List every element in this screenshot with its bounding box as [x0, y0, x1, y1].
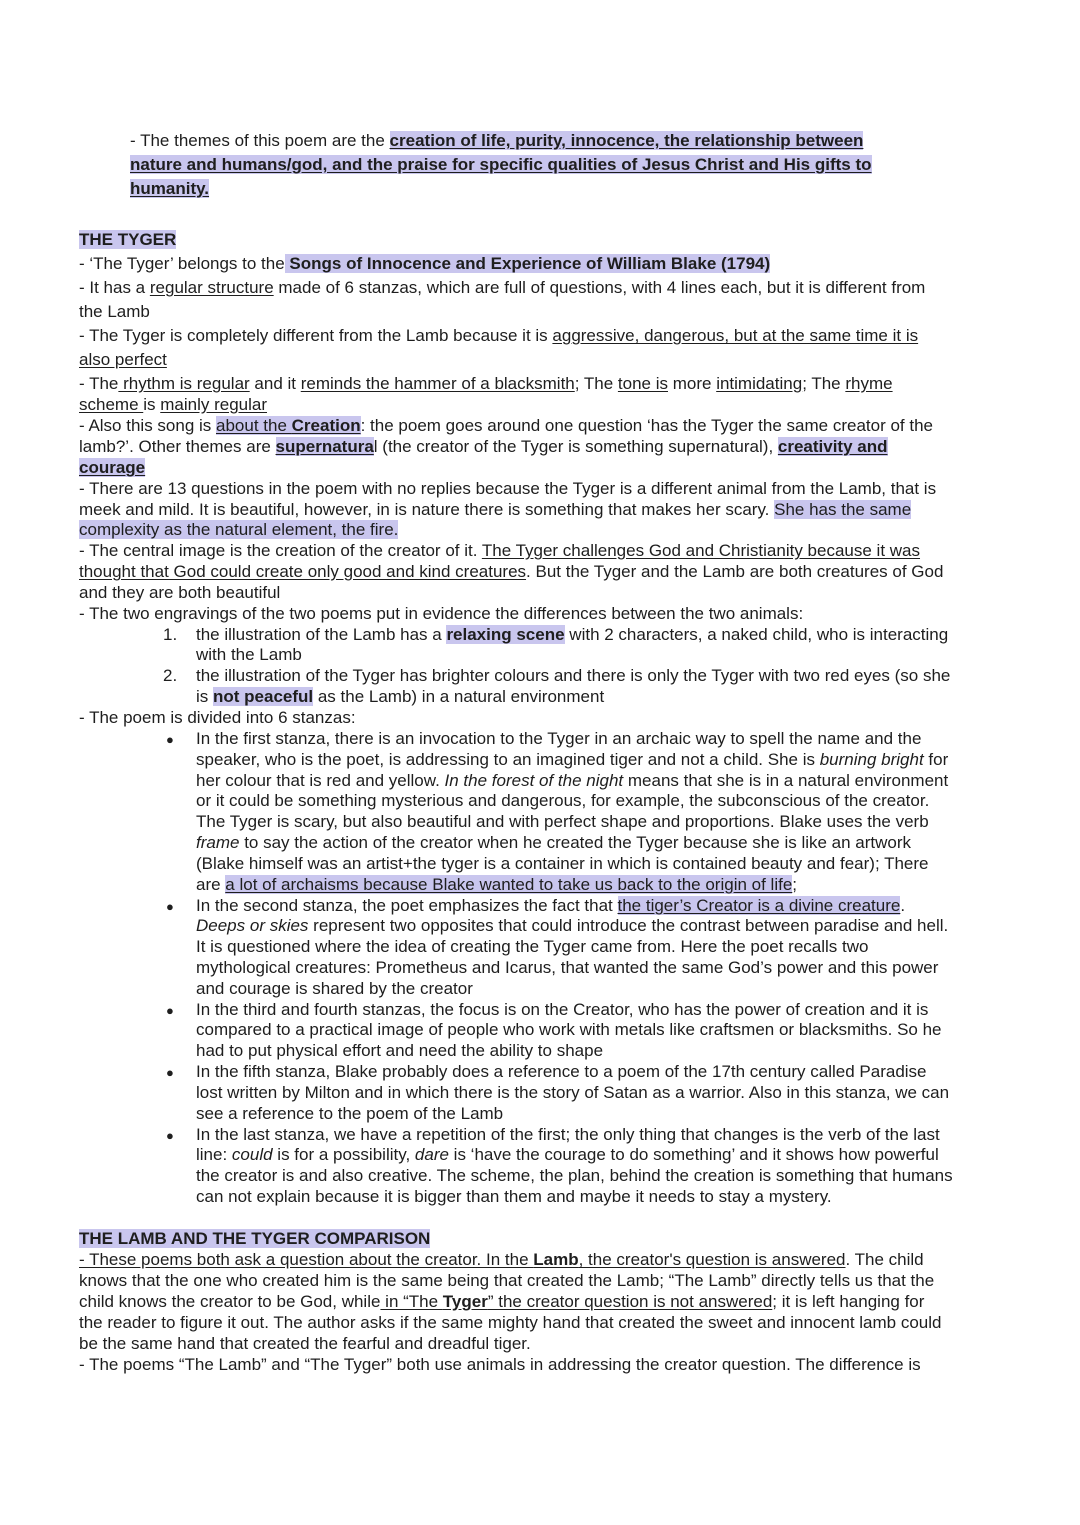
stanza-6-line-3: the creator is and also creative. The scheme, the plan, behind the creation is something that humans: [196, 1166, 953, 1185]
tyger-engravings: - The two engravings of the two poems put in evidence the differences between the two animals:: [79, 604, 804, 623]
comparison-line-3: child knows the creator to be God, while in “The Tyger” the creator question is not answered; it is left hanging for: [79, 1292, 925, 1311]
stanza-1-line-6: frame to say the action of the creator when he created the Tyger because she is like an artwork: [196, 833, 912, 852]
tyger-central-2: thought that God could create only good and kind creatures. But the Tyger and the Lamb are both creatures of God: [79, 562, 944, 581]
stanza-1-line-5: The Tyger is scary, but also beautiful and with perfect shape and proportions. Blake uses the verb: [196, 812, 929, 831]
stanza-1-line-4: or it could be something mysterious and dangerous, for example, the subconscious of the creator.: [196, 791, 930, 810]
bullet-icon: ●: [166, 732, 174, 747]
tyger-belongs: - ‘The Tyger’ belongs to the Songs of Innocence and Experience of William Blake (1794): [79, 254, 771, 273]
bullet-icon: ●: [166, 1003, 174, 1018]
tyger-structure-1: - It has a regular structure made of 6 stanzas, which are full of questions, with 4 lines each, but it is different from: [79, 278, 926, 297]
tyger-diff-2: also perfect: [79, 350, 167, 369]
stanza-1-line-3: her colour that is red and yellow. In the forest of the night means that she is in a natural environment: [196, 771, 949, 790]
themes-line-2: nature and humans/god, and the praise for specific qualities of Jesus Christ and His gifts to: [130, 155, 872, 174]
stanza-5-line-1: In the fifth stanza, Blake probably does a reference to a poem of the 17th century called Paradise: [196, 1062, 927, 1081]
stanza-2-line-5: and courage is shared by the creator: [196, 979, 473, 998]
section-heading-tyger: THE TYGER: [79, 230, 177, 249]
list-number-1: 1.: [163, 625, 178, 644]
tyger-central-1: - The central image is the creation of the creator of it. The Tyger challenges God and Christianity because it was: [79, 541, 921, 560]
tyger-central-3: and they are both beautiful: [79, 583, 281, 602]
themes-line-1: - The themes of this poem are the creation of life, purity, innocence, the relationship between: [130, 131, 864, 150]
engraving-1-line-1: the illustration of the Lamb has a relaxing scene with 2 characters, a naked child, who is interacting: [196, 625, 949, 644]
stanza-2-line-4: mythological creatures: Prometheus and Icarus, that wanted the same God’s power and this power: [196, 958, 939, 977]
stanza-6-line-1: In the last stanza, we have a repetition of the first; the only thing that changes is the verb of the last: [196, 1125, 940, 1144]
stanza-2-line-2: Deeps or skies represent two opposites that could introduce the contrast between paradise and hell.: [196, 916, 949, 935]
comparison-line-1: - These poems both ask a question about the creator. In the Lamb, the creator's question is answered. The child: [79, 1250, 924, 1269]
stanza-2-line-3: It is questioned where the idea of creating the Tyger came from. Here the poet recalls two: [196, 937, 869, 956]
stanza-6-line-2: line: could is for a possibility, dare is ‘have the courage to do something’ and it shows how powerful: [196, 1145, 939, 1164]
tyger-questions-1: - There are 13 questions in the poem with no replies because the Tyger is a different animal from the Lamb, that is: [79, 479, 937, 498]
comparison-line-4: the reader to figure it out. The author asks if the same mighty hand that created the sweet and innocent lamb could: [79, 1313, 942, 1332]
section-heading-comparison: THE LAMB AND THE TYGER COMPARISON: [79, 1229, 431, 1248]
bullet-icon: ●: [166, 1065, 174, 1080]
list-number-2: 2.: [163, 666, 178, 685]
engraving-2-line-2: is not peaceful as the Lamb) in a natural environment: [196, 687, 605, 706]
tyger-divided: - The poem is divided into 6 stanzas:: [79, 708, 356, 727]
engraving-1-line-2: with the Lamb: [196, 645, 302, 664]
tyger-questions-2: meek and mild. It is beautiful, however, in is nature there is something that makes her scary. She has the same: [79, 500, 912, 519]
tyger-questions-3: complexity as the natural element, the fire.: [79, 520, 399, 539]
stanza-3-line-2: compared to a practical image of people who work with metals like craftsmen or blacksmiths. So he: [196, 1020, 942, 1039]
stanza-1-line-1: In the first stanza, there is an invocation to the Tyger in an archaic way to spell the name and the: [196, 729, 922, 748]
tyger-also-3: courage: [79, 458, 146, 477]
stanza-2-line-1: In the second stanza, the poet emphasizes the fact that the tiger’s Creator is a divine creature.: [196, 896, 906, 915]
tyger-rhythm-1: - The rhythm is regular and it reminds the hammer of a blacksmith; The tone is more intimidating; The rhyme: [79, 374, 893, 393]
stanza-6-line-4: can not explain because it is bigger than them and maybe it needs to stay a mystery.: [196, 1187, 832, 1206]
tyger-also-2: lamb?’. Other themes are supernatural (the creator of the Tyger is something supernatural), creativity and: [79, 437, 888, 456]
engraving-2-line-1: the illustration of the Tyger has brighter colours and there is only the Tyger with two red eyes (so she: [196, 666, 951, 685]
tyger-structure-2: the Lamb: [79, 302, 150, 321]
stanza-5-line-2: lost written by Milton and in which there is the story of Satan as a warrior. Also in this stanza, we can: [196, 1083, 950, 1102]
themes-line-3: humanity.: [130, 179, 210, 198]
bullet-icon: ●: [166, 1128, 174, 1143]
comparison-line-2: knows that the one who created him is the same being that created the Lamb; “The Lamb” directly tells us that the: [79, 1271, 935, 1290]
stanza-3-line-3: had to put physical effort and need the ability to shape: [196, 1041, 604, 1060]
comparison-line-5: be the same hand that created the fearful and dreadful tiger.: [79, 1334, 531, 1353]
tyger-rhythm-2: scheme is mainly regular: [79, 395, 268, 414]
bullet-icon: ●: [166, 899, 174, 914]
stanza-5-line-3: see a reference to the poem of the Lamb: [196, 1104, 504, 1123]
tyger-also-1: - Also this song is about the Creation: the poem goes around one question ‘has the Tyger the same creator of the: [79, 416, 933, 435]
stanza-1-line-8: are a lot of archaisms because Blake wanted to take us back to the origin of life;: [196, 875, 798, 894]
stanza-1-line-2: speaker, who is the poet, is addressing to an imagined tiger and not a child. She is burning bright for: [196, 750, 949, 769]
stanza-1-line-7: (Blake himself was an artist+the tyger is a container in which is contained beauty and fear); There: [196, 854, 929, 873]
stanza-3-line-1: In the third and fourth stanzas, the focus is on the Creator, who has the power of creation and it is: [196, 1000, 929, 1019]
tyger-diff-1: - The Tyger is completely different from the Lamb because it is aggressive, dangerous, but at the same time it is: [79, 326, 919, 345]
comparison-line-6: - The poems “The Lamb” and “The Tyger” both use animals in addressing the creator question. The difference is: [79, 1355, 921, 1374]
